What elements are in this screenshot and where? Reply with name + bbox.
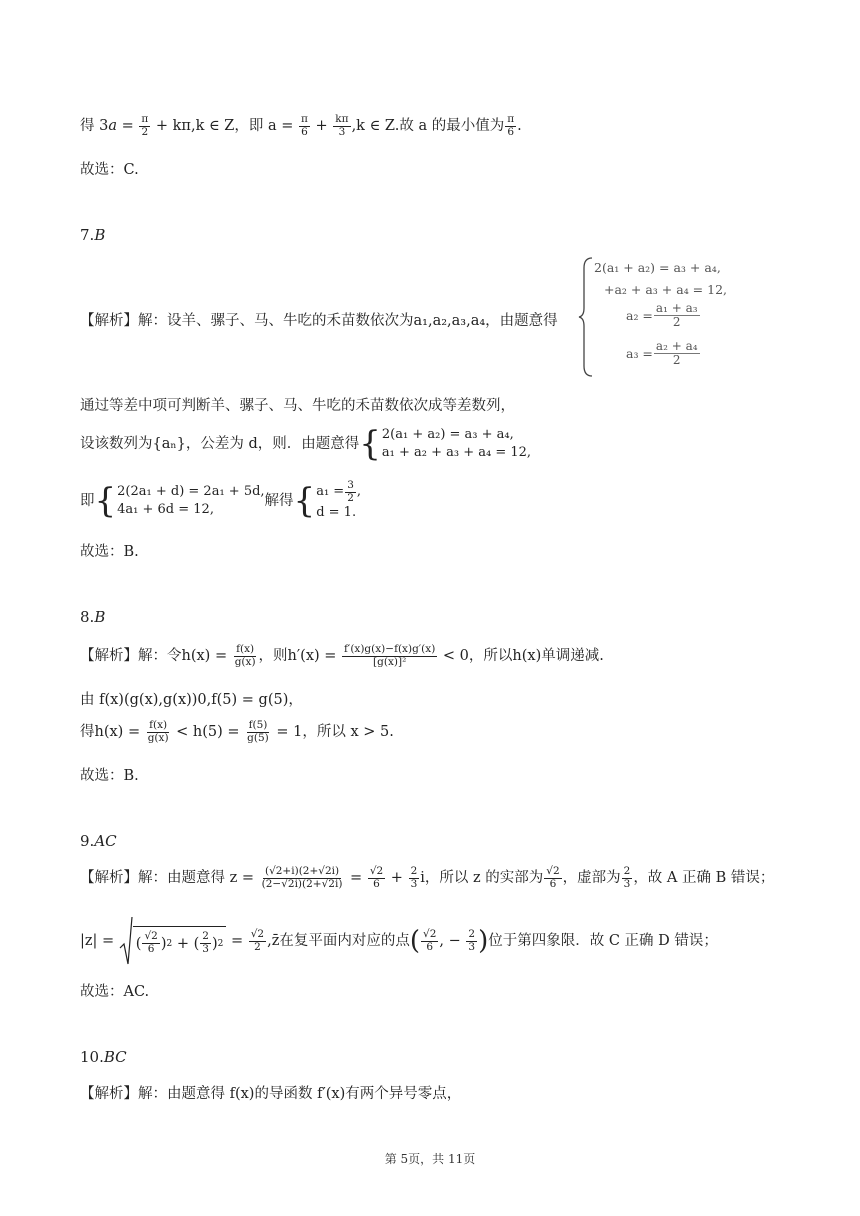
q8-frac3: $\frac{f(5)}{g(5)}$ <box>247 719 269 744</box>
q8-text3: 得h(x) = <box>80 724 145 741</box>
q6-frac-pi2: $\frac{\pi}{2}$ <box>141 113 149 138</box>
analysis-label: 【解析】 <box>80 870 138 887</box>
sqrt-icon <box>119 916 133 966</box>
q7-system2: { 2(2a₁ + d) = 2a₁ + 5d, 4a₁ + 6d = 12, <box>94 481 265 522</box>
q6-line1 <box>80 114 522 138</box>
q9-sqrt-frac2: $\frac{2}{3}$ <box>202 930 209 955</box>
q6-plus: + <box>310 118 333 135</box>
analysis-label: 【解析】 <box>80 1086 138 1102</box>
q7-text4: 即 <box>80 493 95 510</box>
q8-mid: ，则h′(x) = <box>258 648 342 665</box>
q10-number <box>80 1048 127 1066</box>
q8-line1 <box>80 644 604 668</box>
q7-text1: 解：设羊、骡子、马、牛吃的禾苗数依次为a₁,a₂,a₃,a₄，由题意得 <box>138 313 558 329</box>
q6-frac-min: $\frac{\pi}{6}$ <box>507 113 515 138</box>
q9-line1 <box>80 866 774 890</box>
q7-frac-3-2: $\frac{3}{2}$ <box>347 479 354 504</box>
q7-sys3-d: d = 1. <box>316 505 357 521</box>
page-footer: 第 5页，共 11页 <box>384 1152 476 1166</box>
q9-point-sep: , − <box>439 933 466 949</box>
q6-frac-kpi3: $\frac{k\pi}{3}$ <box>335 113 349 138</box>
q7-line1 <box>80 309 558 330</box>
q6-eq: = <box>117 118 139 135</box>
q9-frac-imag: $\frac{2}{3}$ <box>623 865 631 890</box>
q9-post3: ，故 A 正确 B 错误； <box>633 870 775 887</box>
q8-frac1b: $\frac{f(x)}{g(x)}$ <box>147 719 169 744</box>
q7-line2: 通过等差中项可判断羊、骡子、马、牛吃的禾苗数依次成等差数列， <box>80 398 515 414</box>
q7-system1: { 2(a₁ + a₂) = a₃ + a₄, a₁ + a₂ + a₃ + a₄ = 12, <box>359 424 532 464</box>
q7-solve: 解得 <box>264 493 294 510</box>
q7-answer: B <box>94 226 106 244</box>
q10-answer: BC <box>103 1048 127 1066</box>
q9-frac2: $\frac{√2}{6}$ <box>369 865 384 890</box>
q7-sys2-row2: 4a₁ + 6d = 12, <box>117 502 214 518</box>
q7-big-a3: a₃ = <box>626 346 653 362</box>
q6-frac-pi6: $\frac{\pi}{6}$ <box>301 113 308 138</box>
q7-line4 <box>80 480 361 522</box>
q9-number <box>80 832 117 850</box>
q7-sys3-a1: a₁ = <box>316 484 345 500</box>
q8-post: < 0，所以h(x)单调递减. <box>438 648 604 665</box>
q9-post2: ，虚部为 <box>562 870 621 887</box>
q7-big-row1: 2(a₁ + a₂) = a₃ + a₄, <box>594 260 721 275</box>
q10-text1: 解：由题意得 f(x)的导函数 f′(x)有两个异号零点， <box>138 1086 462 1102</box>
q9-point-y: $\frac{2}{3}$ <box>468 927 476 953</box>
q7-big-a2: a₂ = <box>626 308 653 324</box>
q6-mid: + kπ,k ∈ Z，即 a = <box>151 118 299 135</box>
q10-line1 <box>80 1082 461 1103</box>
analysis-label: 【解析】 <box>80 648 138 665</box>
q9-line2: |z| = ( $\frac{√2}{6}$ ) 2 + ( $\frac{2}{3}$ ) 2 = $\frac{√2}{2}$ ,z̄在复平面内对应的点( $\frac{√2}{6}$ , − $\frac{2}{3}$ )位于第四象限．故 C 正确 D 错误； <box>80 916 718 966</box>
q8-mid3: < h(5) = <box>171 724 245 741</box>
q6-post: ,k ∈ Z.故 a 的最小值为 <box>351 118 505 135</box>
q7-text3: 设该数列为{aₙ}，公差为 d，则．由题意得 <box>80 436 360 452</box>
q8-post3: = 1，所以 x > 5. <box>271 724 394 741</box>
q9-eq: = <box>345 870 367 887</box>
q7-big-system <box>578 256 768 378</box>
q8-line2: 由 f(x)(g(x),g(x))0,f(5) = g(5)， <box>80 692 303 708</box>
q9-sqrt-frac1: $\frac{√2}{6}$ <box>144 930 158 955</box>
q8-answer: B <box>94 608 106 626</box>
q7-system3: { a₁ = $\frac{3}{2}$ , d = 1. <box>293 479 362 522</box>
q9-end: 位于第四象限．故 C 正确 D 错误； <box>488 933 718 949</box>
q7-big-row2: +a₂ + a₃ + a₄ = 12, <box>604 282 728 297</box>
q6-choice: 故选：C. <box>80 162 139 178</box>
q7-sys1-row2: a₁ + a₂ + a₃ + a₄ = 12, <box>381 445 532 460</box>
q9-point-x: $\frac{√2}{6}$ <box>423 927 437 953</box>
analysis-label: 【解析】 <box>80 313 138 329</box>
q7-big-frac2: $\frac{\text{a₂ + a₄}}{2}$ <box>655 339 698 368</box>
q9-plus: + <box>386 870 408 887</box>
q9-frac1: $\frac{(√2+i)(2+√2i)}{(2-√2i)(2+√2i)}$ <box>261 865 343 890</box>
q8-frac1: $\frac{f(x)}{g(x)}$ <box>234 643 256 668</box>
q7-sys2-row1: 2(2a₁ + d) = 2a₁ + 5d, <box>117 484 265 500</box>
q9-eq2: = <box>226 933 248 949</box>
q8-text1: 解：令h(x) = <box>138 648 232 665</box>
q8-choice: 故选：B. <box>80 768 139 784</box>
q7-big-row4 <box>626 340 701 367</box>
q9-answer: AC <box>94 832 117 850</box>
q6-end: . <box>517 118 522 135</box>
q8-number <box>80 608 105 626</box>
q6-var: a <box>108 118 117 135</box>
q10-num: 10. <box>80 1048 104 1066</box>
q8-frac2: $\frac{f'(x)g(x)-f(x)g'(x)}{\text{[g(x)]²}}$ <box>344 643 436 668</box>
q9-choice: 故选：AC. <box>80 984 150 1000</box>
q7-sys1-row1: 2(a₁ + a₂) = a₃ + a₄, <box>381 427 514 442</box>
q9-frac-real: $\frac{√2}{6}$ <box>546 865 560 890</box>
q8-line3 <box>80 720 394 744</box>
q7-choice: 故选：B. <box>80 544 139 560</box>
q9-frac-abs: $\frac{√2}{2}$ <box>250 927 265 953</box>
q7-number <box>80 226 105 244</box>
q9-post-line2: z̄在复平面内对应的点 <box>271 933 410 949</box>
q7-line3 <box>80 426 531 462</box>
q9-num: 9. <box>80 832 95 850</box>
q9-text1: 解：由题意得 z = <box>138 870 259 887</box>
q7-big-frac1: $\frac{\text{a₁ + a₃}}{2}$ <box>655 301 698 330</box>
q7-big-row3 <box>626 302 701 329</box>
q9-post: i，所以 z 的实部为 <box>420 870 544 887</box>
q7-num: 7. <box>80 226 95 244</box>
q8-num: 8. <box>80 608 95 626</box>
q9-abs: |z| = <box>80 933 119 949</box>
sqrt-expression: ( $\frac{√2}{6}$ ) 2 + ( $\frac{2}{3}$ ) 2 <box>119 916 227 966</box>
q6-text: 得 3 <box>80 118 109 135</box>
q9-frac3: $\frac{2}{3}$ <box>410 865 418 890</box>
